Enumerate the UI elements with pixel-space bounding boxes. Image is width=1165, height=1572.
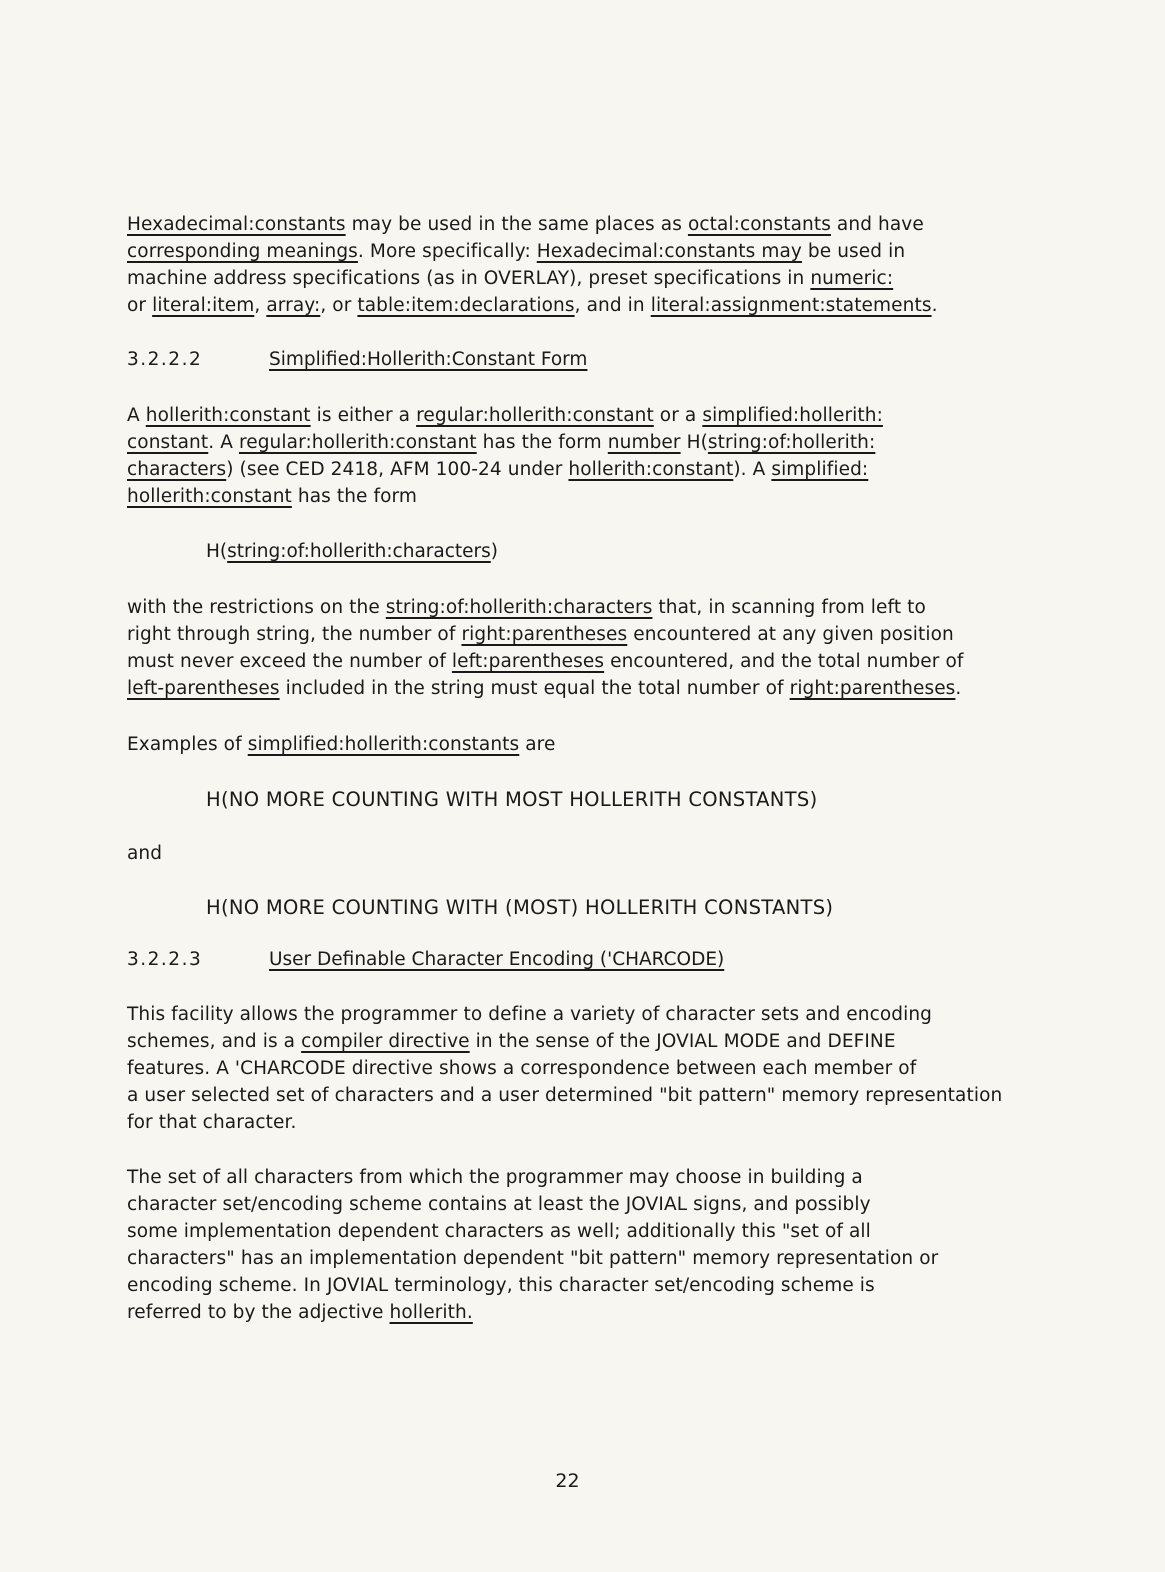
term: numeric: <box>810 268 894 289</box>
text: . <box>931 295 938 316</box>
example-constant-2: H(NO MORE COUNTING WITH (MOST) HOLLERITH CONSTANTS) <box>206 896 834 919</box>
section-heading-3-2-2-3 <box>127 946 724 973</box>
text: and have <box>830 214 924 235</box>
text: encountered, and the total number of <box>604 651 964 672</box>
text: Examples of <box>127 734 248 755</box>
text-line <box>127 265 1057 292</box>
text-line <box>127 675 1057 702</box>
text: , or <box>320 295 358 316</box>
text-line: a user selected set of characters and a user determined "bit pattern" memory representation <box>127 1085 1003 1106</box>
text-line <box>127 456 1057 483</box>
term: simplified:hollerith: <box>702 405 883 426</box>
term: constant <box>127 432 209 453</box>
text: included in the string must equal the total number of <box>279 678 790 699</box>
term: right:parentheses <box>789 678 956 699</box>
term: array: <box>266 295 321 316</box>
text: ) (see CED 2418, AFM 100-24 under <box>226 459 569 480</box>
text-line: characters" has an implementation dependent "bit pattern" memory representation or <box>127 1248 939 1269</box>
text: are <box>519 734 556 755</box>
term: string:of:hollerith:characters <box>385 597 653 618</box>
text-line: The set of all characters from which the programmer may choose in building a <box>127 1167 863 1188</box>
text: or a <box>653 405 703 426</box>
section-number: 3.2.2.3 <box>127 949 203 970</box>
text-line: features. A 'CHARCODE directive shows a correspondence between each member of <box>127 1058 917 1079</box>
paragraph-hexadecimal-constants <box>127 211 1057 319</box>
term: literal:item <box>152 295 255 316</box>
text: with the restrictions on the <box>127 597 386 618</box>
term: right:parentheses <box>461 624 628 645</box>
term: simplified: <box>771 459 869 480</box>
term: left-parentheses <box>127 678 280 699</box>
term: string:of:hollerith: <box>707 432 876 453</box>
term: literal:assignment:statements <box>650 295 932 316</box>
text: referred to by the adjective <box>127 1302 390 1323</box>
paragraph-hollerith-constant <box>127 402 1057 510</box>
text-line <box>127 594 1057 621</box>
form-example <box>206 538 498 565</box>
text-line: for that character. <box>127 1112 297 1133</box>
text-line <box>127 648 1057 675</box>
text: has the form <box>291 486 418 507</box>
term: hollerith:constant <box>568 459 734 480</box>
text: right through string, the number of <box>127 624 462 645</box>
term: characters <box>127 459 227 480</box>
term: octal:constants <box>687 214 831 235</box>
section-heading-3-2-2-2 <box>127 346 587 373</box>
term: string:of:hollerith:characters <box>227 541 491 562</box>
text: has the form <box>476 432 608 453</box>
text: or <box>127 295 153 316</box>
paragraph-character-set <box>127 1164 1057 1326</box>
text: schemes, and is a <box>127 1031 302 1052</box>
example-constant-1: H(NO MORE COUNTING WITH MOST HOLLERITH CONSTANTS) <box>206 788 818 811</box>
page-number: 22 <box>555 1470 580 1492</box>
text-line <box>127 483 1057 510</box>
text-line <box>127 1028 1057 1055</box>
text: A <box>127 405 146 426</box>
term: Hexadecimal:constants <box>127 214 346 235</box>
examples-intro <box>127 731 1057 758</box>
text: encountered at any given position <box>627 624 954 645</box>
text-line: encoding scheme. In JOVIAL terminology, this character set/encoding scheme is <box>127 1275 875 1296</box>
term: simplified:hollerith:constants <box>247 734 520 755</box>
text: H( <box>206 541 228 562</box>
text: must never exceed the number of <box>127 651 452 672</box>
text-line <box>127 1299 1057 1326</box>
term: number <box>607 432 681 453</box>
term: Hexadecimal:constants may <box>536 241 802 262</box>
term: regular:hollerith:constant <box>416 405 654 426</box>
text-line <box>127 238 1057 265</box>
term: hollerith. <box>389 1302 473 1323</box>
section-title: User Definable Character Encoding ('CHARCODE) <box>269 949 725 970</box>
text: . More specifically: <box>357 241 537 262</box>
paragraph-restrictions <box>127 594 1057 702</box>
term: corresponding meanings <box>127 241 358 262</box>
text-line <box>127 731 1057 758</box>
section-number: 3.2.2.2 <box>127 349 203 370</box>
text: . A <box>208 432 239 453</box>
text: machine address specifications (as in OVERLAY), preset specifications in <box>127 268 811 289</box>
text: in the sense of the JOVIAL MODE and DEFINE <box>469 1031 896 1052</box>
text: ) <box>490 541 498 562</box>
text-line <box>127 292 1057 319</box>
text: , and in <box>574 295 651 316</box>
term: table:item:declarations <box>357 295 575 316</box>
conjunction-and: and <box>127 843 163 864</box>
text: that, in scanning from left to <box>652 597 926 618</box>
text: ). A <box>733 459 772 480</box>
section-title: Simplified:Hollerith:Constant Form <box>269 349 588 370</box>
term: regular:hollerith:constant <box>238 432 477 453</box>
text-line: character set/encoding scheme contains at least the JOVIAL signs, and possibly <box>127 1194 871 1215</box>
text: . <box>955 678 962 699</box>
text-line <box>127 621 1057 648</box>
text-line: some implementation dependent characters as well; additionally this "set of all <box>127 1221 871 1242</box>
text-line <box>127 429 1057 456</box>
text-line <box>127 402 1057 429</box>
term: left:parentheses <box>451 651 605 672</box>
paragraph-charcode-facility <box>127 1001 1057 1136</box>
text: be used in <box>801 241 906 262</box>
term: compiler directive <box>301 1031 470 1052</box>
text: may be used in the same places as <box>345 214 688 235</box>
term: hollerith:constant <box>145 405 311 426</box>
text: H( <box>680 432 708 453</box>
text: , <box>254 295 267 316</box>
text-line: This facility allows the programmer to define a variety of character sets and encoding <box>127 1004 933 1025</box>
text: is either a <box>310 405 417 426</box>
term: hollerith:constant <box>127 486 292 507</box>
text-line <box>127 211 1057 238</box>
